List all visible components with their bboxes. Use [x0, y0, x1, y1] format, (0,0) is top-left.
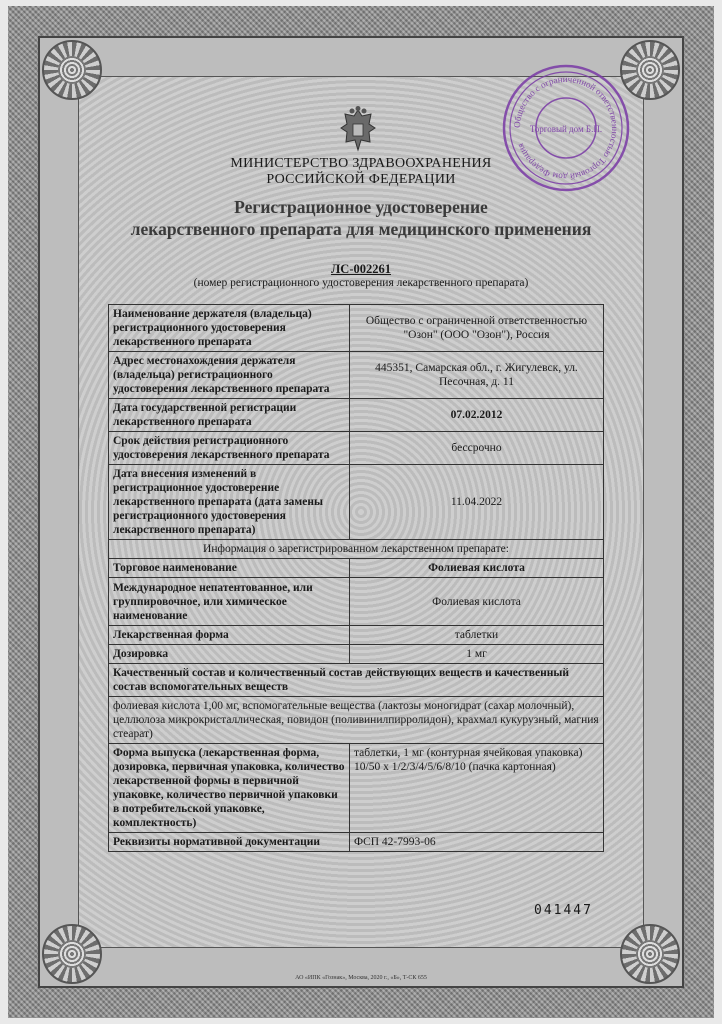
table-row — [109, 744, 604, 833]
stamp-inner-text: Торговый дом Б.П. — [529, 124, 603, 134]
changes-date-label: Дата внесения изменений в регистрационное удостоверение лекарственного препарата (дата замены регистрационного удостоверения лекарственного препарата) — [109, 465, 350, 540]
inn-label: Международное непатентованное, или группировочное, или химическое наименование — [109, 578, 350, 626]
table-row — [109, 645, 604, 664]
release-form-value: таблетки, 1 мг (контурная ячейковая упаковка) 10/50 x 1/2/3/4/5/6/8/10 (пачка картонная) — [350, 744, 604, 833]
holder-value: Общество с ограниченной ответственностью "Озон" (ООО "Озон"), Россия — [350, 305, 604, 352]
address-value: 445351, Самарская обл., г. Жигулевск, ул. Песочная, д. 11 — [350, 352, 604, 399]
registration-date-label: Дата государственной регистрации лекарственного препарата — [109, 399, 350, 432]
composition-label: Качественный состав и количественный состав действующих веществ и качественный состав вспомогательных веществ — [109, 664, 604, 697]
changes-date-value: 11.04.2022 — [350, 465, 604, 540]
certificate-table — [108, 304, 604, 852]
table-row — [109, 833, 604, 852]
inn-value: Фолиевая кислота — [350, 578, 604, 626]
info-header: Информация о зарегистрированном лекарственном препарате: — [109, 540, 604, 559]
validity-label: Срок действия регистрационного удостоверения лекарственного препарата — [109, 432, 350, 465]
registration-number: ЛС-002261 — [330, 262, 391, 276]
serial-number: 041447 — [534, 903, 593, 918]
table-row — [109, 626, 604, 645]
title-line-1: Регистрационное удостоверение — [234, 197, 488, 217]
release-form-label: Форма выпуска (лекарственная форма, дозировка, первичная упаковка, количество лекарственной формы в первичной упаковке, количество первичной упаковки в потребительской упаковке, комплектность) — [109, 744, 350, 833]
table-row — [109, 559, 604, 578]
table-row — [109, 540, 604, 559]
validity-value: бессрочно — [350, 432, 604, 465]
table-row — [109, 352, 604, 399]
table-row — [109, 432, 604, 465]
normative-doc-label: Реквизиты нормативной документации — [109, 833, 350, 852]
document-title — [0, 196, 722, 240]
registration-date-value: 07.02.2012 — [350, 399, 604, 432]
title-line-2: лекарственного препарата для медицинского применения — [130, 219, 592, 239]
dosage-label: Дозировка — [109, 645, 350, 664]
ministry-line-2: РОССИЙСКОЙ ФЕДЕРАЦИИ — [266, 172, 456, 187]
coat-of-arms-icon — [337, 106, 379, 154]
composition-value: фолиевая кислота 1,00 мг, вспомогательные вещества (лактозы моногидрат (сахар молочный), целлюлоза микрокристаллическая, повидон (поливинилпирролидон), крахмал кукурузный, магния стеарат) — [109, 697, 604, 744]
table-row — [109, 697, 604, 744]
table-row — [109, 399, 604, 432]
company-stamp — [500, 62, 632, 194]
dosage-form-value: таблетки — [350, 626, 604, 645]
stamp-outer-text: Общество с ограниченной ответственностью Торговый дом Федерация — [511, 73, 621, 183]
table-row — [109, 664, 604, 697]
ministry-line-1: МИНИСТЕРСТВО ЗДРАВООХРАНЕНИЯ — [230, 156, 492, 171]
normative-doc-value: ФСП 42-7993-06 — [350, 833, 604, 852]
trade-name-label: Торговое наименование — [109, 559, 350, 578]
dosage-form-label: Лекарственная форма — [109, 626, 350, 645]
table-row — [109, 305, 604, 352]
holder-label: Наименование держателя (владельца) регистрационного удостоверения лекарственного препарата — [109, 305, 350, 352]
dosage-value: 1 мг — [350, 645, 604, 664]
registration-number-caption: (номер регистрационного удостоверения лекарственного препарата) — [193, 277, 529, 289]
trade-name-value: Фолиевая кислота — [350, 559, 604, 578]
table-row — [109, 578, 604, 626]
printer-imprint: АО «ИПК «Гознак», Москва, 2020 г., «Б», Т-СК 655 — [295, 975, 427, 981]
address-label: Адрес местонахождения держателя (владельца) регистрационного удостоверения лекарственного препарата — [109, 352, 350, 399]
table-row — [109, 465, 604, 540]
